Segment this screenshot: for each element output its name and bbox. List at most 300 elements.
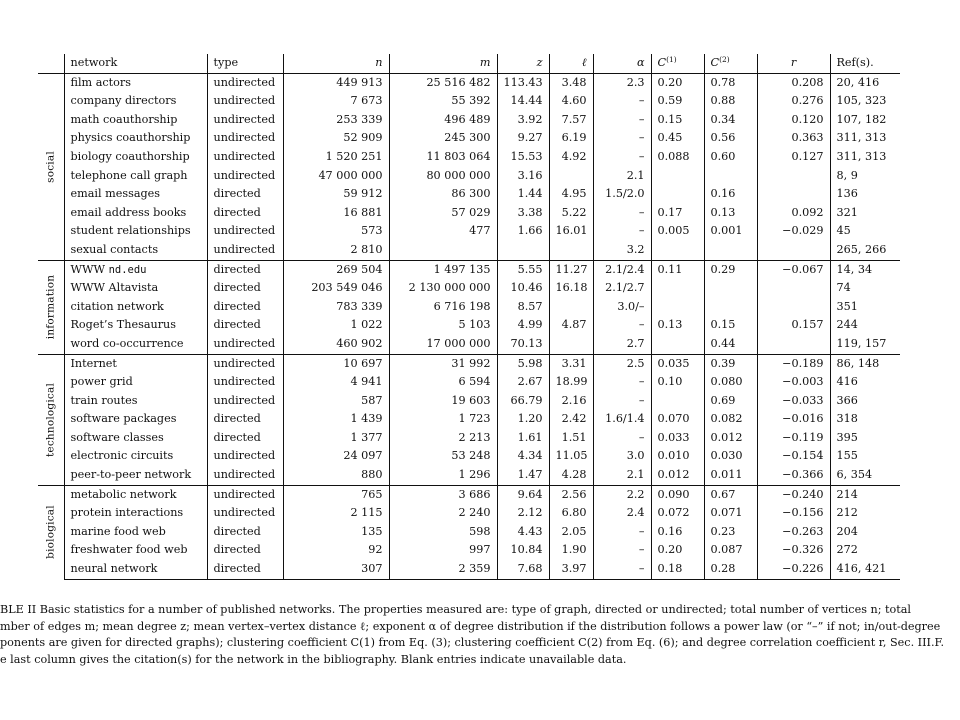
cell-z: 5.98 [497, 354, 549, 373]
cell-m: 2 213 [389, 429, 497, 448]
cell-l: 2.05 [549, 523, 593, 542]
cell-type: directed [207, 316, 283, 335]
cell-m: 53 248 [389, 447, 497, 466]
cell-n: 203 549 046 [283, 279, 389, 298]
cell-z: 15.53 [497, 148, 549, 167]
cell-c1 [651, 335, 704, 354]
cell-network: software classes [64, 429, 207, 448]
cell-m: 997 [389, 541, 497, 560]
table-row [38, 204, 900, 223]
cell-refs: 74 [830, 279, 900, 298]
cell-c2: 0.13 [704, 204, 757, 223]
category-header [38, 54, 64, 73]
cell-l: 4.87 [549, 316, 593, 335]
cell-c1: 0.012 [651, 466, 704, 485]
cell-c2: 0.69 [704, 392, 757, 411]
table-row [38, 541, 900, 560]
cell-network [64, 260, 207, 279]
cell-r: −0.240 [757, 485, 830, 504]
cell-m: 11 803 064 [389, 148, 497, 167]
cell-alpha: 2.1 [593, 167, 651, 186]
cell-network: physics coauthorship [64, 129, 207, 148]
table-row [38, 260, 900, 279]
header-refs: Ref(s). [830, 54, 900, 73]
cell-z: 14.44 [497, 92, 549, 111]
cell-l: 2.56 [549, 485, 593, 504]
cell-l: 1.90 [549, 541, 593, 560]
cell-alpha: 2.1/2.7 [593, 279, 651, 298]
cell-c1: 0.088 [651, 148, 704, 167]
cell-l: 11.05 [549, 447, 593, 466]
header-r: r [757, 54, 830, 73]
cell-type: directed [207, 298, 283, 317]
header-type: type [207, 54, 283, 73]
cell-c2: 0.030 [704, 447, 757, 466]
table-row [38, 298, 900, 317]
cell-refs: 321 [830, 204, 900, 223]
network-statistics-table-wrap [38, 54, 894, 580]
cell-m: 3 686 [389, 485, 497, 504]
cell-c1: 0.13 [651, 316, 704, 335]
cell-z: 70.13 [497, 335, 549, 354]
cell-c1: 0.005 [651, 222, 704, 241]
cell-r: −0.263 [757, 523, 830, 542]
cell-refs: 272 [830, 541, 900, 560]
cell-z: 1.66 [497, 222, 549, 241]
cell-c1: 0.17 [651, 204, 704, 223]
cell-n: 92 [283, 541, 389, 560]
cell-type: undirected [207, 111, 283, 130]
cell-c2: 0.23 [704, 523, 757, 542]
cell-l: 3.48 [549, 73, 593, 92]
cell-l: 7.57 [549, 111, 593, 130]
cell-refs: 351 [830, 298, 900, 317]
cell-r: 0.363 [757, 129, 830, 148]
cell-refs: 318 [830, 410, 900, 429]
cell-z: 4.34 [497, 447, 549, 466]
cell-c1: 0.20 [651, 541, 704, 560]
cell-alpha: – [593, 316, 651, 335]
cell-type: directed [207, 279, 283, 298]
cell-type: directed [207, 204, 283, 223]
cell-l: 3.31 [549, 354, 593, 373]
cell-alpha: 2.4 [593, 504, 651, 523]
cell-r: −0.366 [757, 466, 830, 485]
cell-l: 4.92 [549, 148, 593, 167]
cell-z: 3.92 [497, 111, 549, 130]
cell-n: 783 339 [283, 298, 389, 317]
cell-c2: 0.44 [704, 335, 757, 354]
cell-c2: 0.071 [704, 504, 757, 523]
cell-alpha: 2.5 [593, 354, 651, 373]
cell-c1: 0.18 [651, 560, 704, 579]
cell-n: 765 [283, 485, 389, 504]
cell-z: 7.68 [497, 560, 549, 579]
cell-type: undirected [207, 504, 283, 523]
table-row [38, 92, 900, 111]
cell-r: −0.016 [757, 410, 830, 429]
header-l: ℓ [549, 54, 593, 73]
cell-m: 25 516 482 [389, 73, 497, 92]
cell-z: 1.44 [497, 185, 549, 204]
cell-l [549, 241, 593, 260]
cell-n: 2 115 [283, 504, 389, 523]
cell-c1: 0.10 [651, 373, 704, 392]
cell-alpha: 2.3 [593, 73, 651, 92]
table-row [38, 447, 900, 466]
cell-c2 [704, 167, 757, 186]
cell-n: 16 881 [283, 204, 389, 223]
cell-refs: 311, 313 [830, 148, 900, 167]
cell-network: email messages [64, 185, 207, 204]
cell-r: −0.029 [757, 222, 830, 241]
cell-c1: 0.15 [651, 111, 704, 130]
cell-c2: 0.082 [704, 410, 757, 429]
cell-network: Roget’s Thesaurus [64, 316, 207, 335]
cell-l: 16.01 [549, 222, 593, 241]
cell-c2 [704, 298, 757, 317]
cell-refs: 204 [830, 523, 900, 542]
network-name: WWW [70, 262, 109, 276]
cell-n: 460 902 [283, 335, 389, 354]
cell-refs: 119, 157 [830, 335, 900, 354]
cell-r [757, 335, 830, 354]
cell-l: 4.60 [549, 92, 593, 111]
cell-r: −0.067 [757, 260, 830, 279]
cell-alpha: 3.0 [593, 447, 651, 466]
cell-r: −0.326 [757, 541, 830, 560]
cell-type: directed [207, 185, 283, 204]
cell-network: film actors [64, 73, 207, 92]
cell-refs: 212 [830, 504, 900, 523]
cell-refs: 105, 323 [830, 92, 900, 111]
cell-m: 2 130 000 000 [389, 279, 497, 298]
cell-network: protein interactions [64, 504, 207, 523]
cell-m: 245 300 [389, 129, 497, 148]
cell-c1 [651, 241, 704, 260]
cell-r [757, 241, 830, 260]
cell-network: software packages [64, 410, 207, 429]
category-label: social [44, 150, 57, 183]
cell-n: 2 810 [283, 241, 389, 260]
cell-n: 7 673 [283, 92, 389, 111]
cell-l [549, 298, 593, 317]
cell-network: neural network [64, 560, 207, 579]
cell-z: 10.84 [497, 541, 549, 560]
cell-type: undirected [207, 222, 283, 241]
cell-network: email address books [64, 204, 207, 223]
cell-m: 80 000 000 [389, 167, 497, 186]
cell-c1: 0.11 [651, 260, 704, 279]
table-row [38, 485, 900, 504]
cell-type: undirected [207, 167, 283, 186]
cell-l: 1.51 [549, 429, 593, 448]
cell-m: 598 [389, 523, 497, 542]
cell-network: company directors [64, 92, 207, 111]
cell-m: 55 392 [389, 92, 497, 111]
cell-r: 0.092 [757, 204, 830, 223]
cell-refs: 45 [830, 222, 900, 241]
table-row [38, 129, 900, 148]
cell-alpha: 2.7 [593, 335, 651, 354]
cell-z: 3.16 [497, 167, 549, 186]
cell-c1 [651, 279, 704, 298]
cell-refs: 6, 354 [830, 466, 900, 485]
cell-l: 16.18 [549, 279, 593, 298]
cell-network: sexual contacts [64, 241, 207, 260]
cell-n: 1 520 251 [283, 148, 389, 167]
cell-type: undirected [207, 241, 283, 260]
cell-refs: 416 [830, 373, 900, 392]
cell-c2: 0.087 [704, 541, 757, 560]
cell-network: telephone call graph [64, 167, 207, 186]
table-row [38, 429, 900, 448]
cell-c2: 0.28 [704, 560, 757, 579]
table-row [38, 185, 900, 204]
cell-type: directed [207, 260, 283, 279]
cell-m: 6 594 [389, 373, 497, 392]
cell-z: 10.46 [497, 279, 549, 298]
cell-c2: 0.29 [704, 260, 757, 279]
cell-m: 31 992 [389, 354, 497, 373]
cell-r: 0.120 [757, 111, 830, 130]
cell-r: 0.127 [757, 148, 830, 167]
cell-z: 1.20 [497, 410, 549, 429]
category-cell [38, 260, 64, 354]
cell-network: peer-to-peer network [64, 466, 207, 485]
caption-line: mber of edges m; mean degree z; mean vertex–vertex distance ℓ; exponent α of degree distribution if the distribution follows a power law (or “–” if not; in/out-degree [0, 619, 941, 633]
cell-alpha: – [593, 92, 651, 111]
cell-r: 0.157 [757, 316, 830, 335]
category-label: information [44, 274, 57, 340]
cell-m: 19 603 [389, 392, 497, 411]
cell-n: 47 000 000 [283, 167, 389, 186]
cell-alpha: – [593, 222, 651, 241]
cell-network: Internet [64, 354, 207, 373]
cell-type: undirected [207, 466, 283, 485]
cell-z: 2.67 [497, 373, 549, 392]
cell-l: 4.95 [549, 185, 593, 204]
cell-l: 5.22 [549, 204, 593, 223]
cell-network: citation network [64, 298, 207, 317]
cell-type: undirected [207, 373, 283, 392]
cell-c2: 0.001 [704, 222, 757, 241]
cell-type: undirected [207, 485, 283, 504]
cell-c1 [651, 167, 704, 186]
cell-type: directed [207, 523, 283, 542]
cell-r: −0.033 [757, 392, 830, 411]
cell-z: 9.64 [497, 485, 549, 504]
cell-l: 2.42 [549, 410, 593, 429]
cell-type: undirected [207, 73, 283, 92]
cell-c1: 0.070 [651, 410, 704, 429]
cell-n: 307 [283, 560, 389, 579]
cell-type: undirected [207, 148, 283, 167]
cell-z: 113.43 [497, 73, 549, 92]
cell-network: math coauthorship [64, 111, 207, 130]
cell-c2: 0.34 [704, 111, 757, 130]
cell-n: 52 909 [283, 129, 389, 148]
cell-type: undirected [207, 354, 283, 373]
cell-type: directed [207, 560, 283, 579]
table-row [38, 279, 900, 298]
cell-m: 1 497 135 [389, 260, 497, 279]
cell-refs: 265, 266 [830, 241, 900, 260]
table-row [38, 111, 900, 130]
cell-refs: 155 [830, 447, 900, 466]
caption-line: e last column gives the citation(s) for the network in the bibliography. Blank entries indicate unavailable data. [0, 652, 627, 666]
cell-n: 10 697 [283, 354, 389, 373]
cell-refs: 8, 9 [830, 167, 900, 186]
cell-refs: 244 [830, 316, 900, 335]
cell-c2: 0.56 [704, 129, 757, 148]
cell-c1: 0.20 [651, 73, 704, 92]
cell-n: 253 339 [283, 111, 389, 130]
cell-n: 449 913 [283, 73, 389, 92]
cell-m: 86 300 [389, 185, 497, 204]
network-statistics-table [38, 54, 900, 580]
cell-type: undirected [207, 447, 283, 466]
cell-r: −0.226 [757, 560, 830, 579]
header-c1: $C^{(1)}$ [651, 54, 704, 73]
cell-c2: 0.39 [704, 354, 757, 373]
cell-alpha: – [593, 392, 651, 411]
table-row [38, 523, 900, 542]
cell-z: 1.61 [497, 429, 549, 448]
cell-c2: 0.16 [704, 185, 757, 204]
header-alpha: α [593, 54, 651, 73]
cell-z: 8.57 [497, 298, 549, 317]
cell-alpha: – [593, 560, 651, 579]
cell-m: 1 296 [389, 466, 497, 485]
table-row [38, 167, 900, 186]
cell-c1: 0.45 [651, 129, 704, 148]
cell-m: 5 103 [389, 316, 497, 335]
cell-c2: 0.15 [704, 316, 757, 335]
cell-l: 4.28 [549, 466, 593, 485]
cell-alpha: 2.2 [593, 485, 651, 504]
cell-network: electronic circuits [64, 447, 207, 466]
cell-alpha: – [593, 148, 651, 167]
cell-c2: 0.67 [704, 485, 757, 504]
cell-n: 1 022 [283, 316, 389, 335]
network-name-domain: nd.edu [108, 263, 147, 276]
cell-m: 57 029 [389, 204, 497, 223]
category-cell [38, 485, 64, 579]
cell-type: undirected [207, 129, 283, 148]
table-body [38, 73, 900, 579]
cell-z: 3.38 [497, 204, 549, 223]
cell-alpha: – [593, 204, 651, 223]
table-row [38, 316, 900, 335]
cell-network: WWW Altavista [64, 279, 207, 298]
cell-alpha: – [593, 523, 651, 542]
cell-refs: 395 [830, 429, 900, 448]
cell-refs: 416, 421 [830, 560, 900, 579]
cell-c1: 0.010 [651, 447, 704, 466]
table-row [38, 222, 900, 241]
cell-r: −0.119 [757, 429, 830, 448]
cell-n: 269 504 [283, 260, 389, 279]
cell-c2 [704, 241, 757, 260]
cell-alpha: 3.2 [593, 241, 651, 260]
cell-m: 2 359 [389, 560, 497, 579]
cell-m: 477 [389, 222, 497, 241]
cell-c2: 0.60 [704, 148, 757, 167]
cell-m: 1 723 [389, 410, 497, 429]
table-row [38, 148, 900, 167]
cell-m [389, 241, 497, 260]
cell-alpha: 2.1 [593, 466, 651, 485]
cell-m: 2 240 [389, 504, 497, 523]
header-n: n [283, 54, 389, 73]
cell-refs: 20, 416 [830, 73, 900, 92]
cell-type: undirected [207, 392, 283, 411]
table-caption [0, 602, 960, 668]
cell-n: 880 [283, 466, 389, 485]
category-cell [38, 354, 64, 485]
cell-n: 24 097 [283, 447, 389, 466]
cell-c1 [651, 298, 704, 317]
table-row [38, 392, 900, 411]
category-label: biological [44, 505, 57, 560]
cell-type: undirected [207, 335, 283, 354]
cell-l: 6.80 [549, 504, 593, 523]
cell-l: 6.19 [549, 129, 593, 148]
cell-c2: 0.011 [704, 466, 757, 485]
cell-n: 573 [283, 222, 389, 241]
cell-r: −0.189 [757, 354, 830, 373]
table-row [38, 504, 900, 523]
table-row [38, 410, 900, 429]
table-row [38, 241, 900, 260]
header-m: m [389, 54, 497, 73]
cell-c1: 0.035 [651, 354, 704, 373]
cell-c2: 0.78 [704, 73, 757, 92]
cell-r: 0.208 [757, 73, 830, 92]
caption-line: ponents are given for directed graphs); clustering coefficient C(1) from Eq. (3); clustering coefficient C(2) from Eq. (6); and degree correlation coefficient r, Sec. III.F. [0, 636, 945, 649]
header-z: z [497, 54, 549, 73]
cell-network: freshwater food web [64, 541, 207, 560]
cell-alpha: – [593, 541, 651, 560]
cell-r: −0.003 [757, 373, 830, 392]
cell-z: 2.12 [497, 504, 549, 523]
table-row [38, 466, 900, 485]
cell-alpha: 1.5/2.0 [593, 185, 651, 204]
cell-refs: 214 [830, 485, 900, 504]
category-label: technological [44, 382, 57, 457]
cell-type: undirected [207, 92, 283, 111]
cell-n: 587 [283, 392, 389, 411]
table-row [38, 335, 900, 354]
cell-z: 4.99 [497, 316, 549, 335]
cell-c2: 0.080 [704, 373, 757, 392]
cell-network: marine food web [64, 523, 207, 542]
table-row [38, 354, 900, 373]
cell-l: 18.99 [549, 373, 593, 392]
cell-c1: 0.59 [651, 92, 704, 111]
cell-alpha: 2.1/2.4 [593, 260, 651, 279]
cell-refs: 136 [830, 185, 900, 204]
cell-z [497, 241, 549, 260]
cell-r: −0.154 [757, 447, 830, 466]
table-row [38, 73, 900, 92]
category-cell [38, 73, 64, 260]
cell-n: 135 [283, 523, 389, 542]
cell-alpha: – [593, 111, 651, 130]
cell-c2 [704, 279, 757, 298]
cell-l [549, 167, 593, 186]
